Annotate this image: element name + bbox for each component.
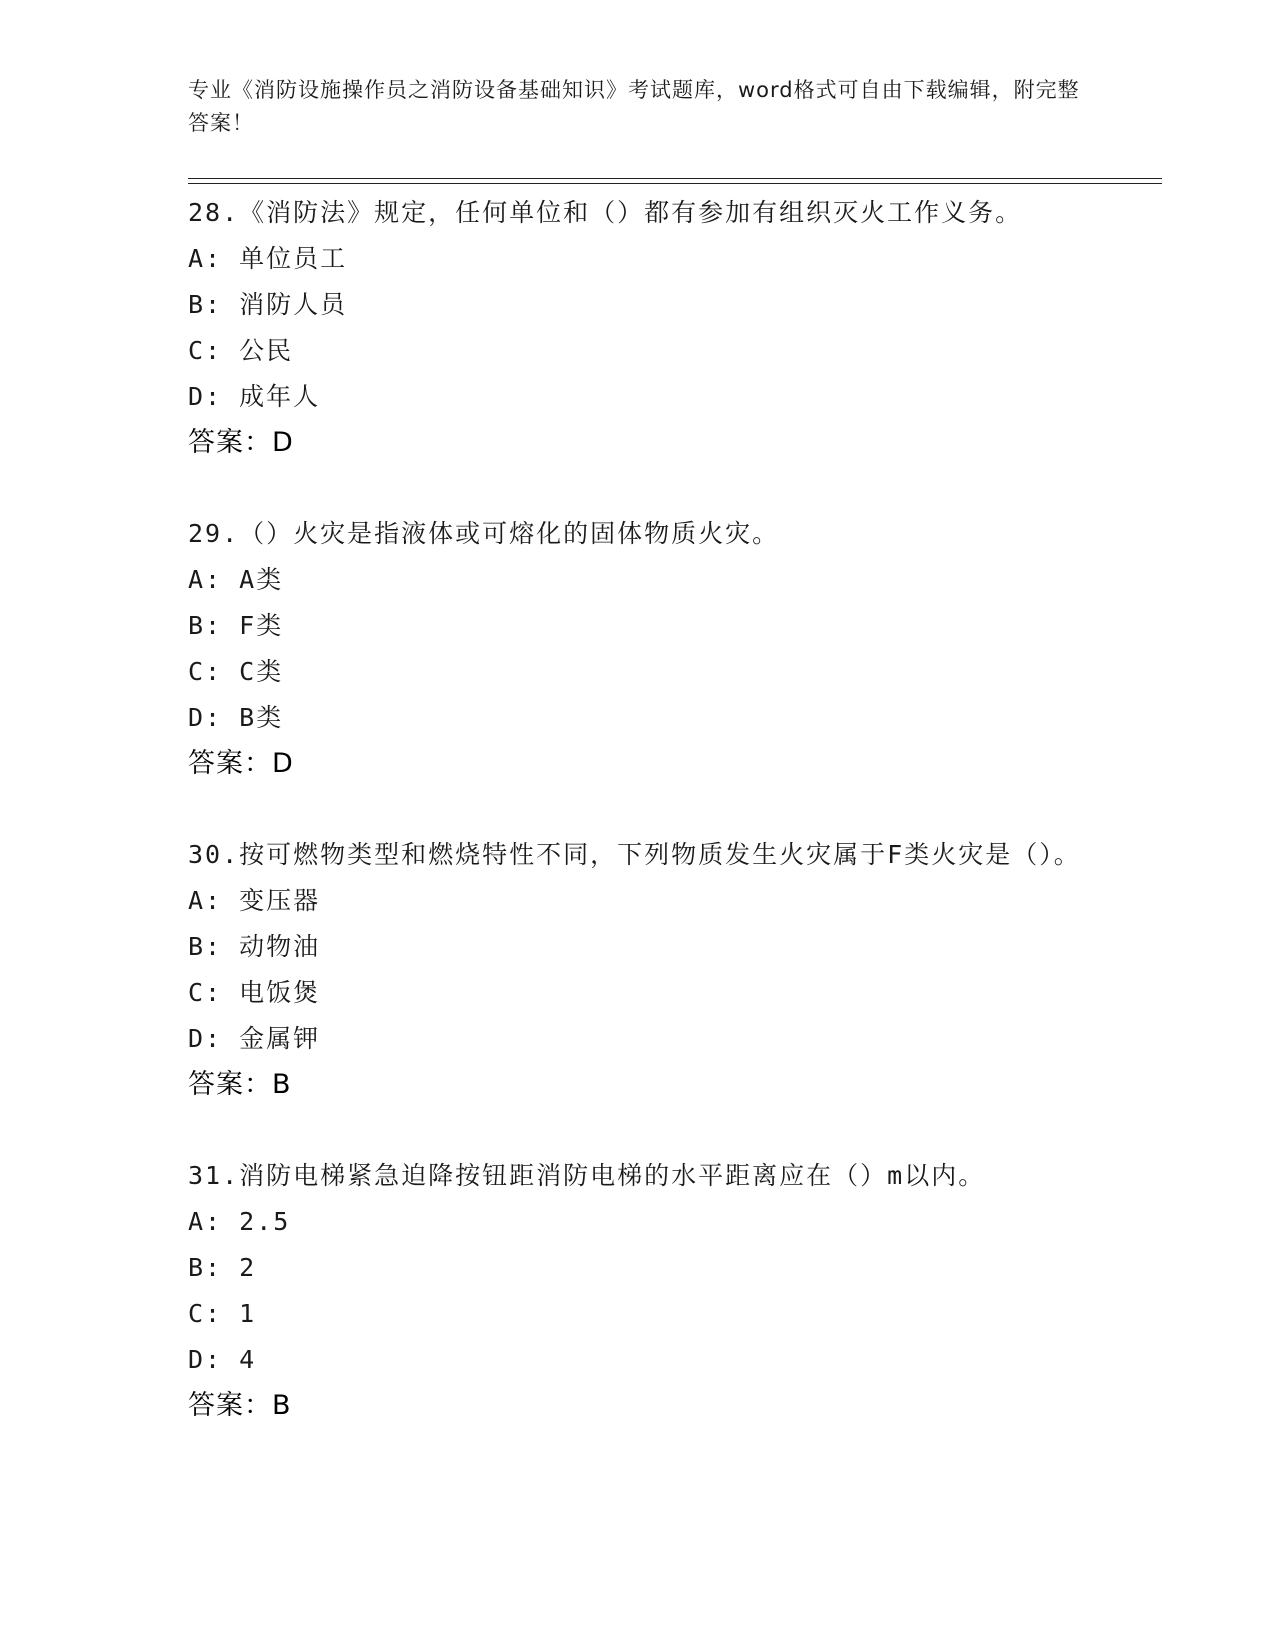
option-a: A: 变压器 <box>188 886 321 915</box>
answer-label: 答案：B <box>188 1069 292 1100</box>
option-a: A: 单位员工 <box>188 244 348 273</box>
question-28 <box>188 190 1148 466</box>
document-header: 专业《消防设施操作员之消防设备基础知识》考试题库，word格式可自由下载编辑，附完整答案！ <box>188 78 1080 135</box>
option-d: D: 金属钾 <box>188 1024 321 1053</box>
option-b: B: 消防人员 <box>188 290 348 319</box>
answer-label: 答案：D <box>188 427 294 458</box>
question-30 <box>188 832 1148 1108</box>
option-a: A: 2.5 <box>188 1207 291 1236</box>
question-stem: 29.（）火灾是指液体或可熔化的固体物质火灾。 <box>188 519 780 548</box>
question-29 <box>188 511 1148 787</box>
header-divider-top <box>188 178 1162 179</box>
option-d: D: 4 <box>188 1345 257 1374</box>
option-b: B: 2 <box>188 1253 257 1282</box>
option-c: C: 电饭煲 <box>188 978 321 1007</box>
question-stem: 31.消防电梯紧急迫降按钮距消防电梯的水平距离应在（）m以内。 <box>188 1161 986 1190</box>
option-b: B: 动物油 <box>188 932 321 961</box>
answer-label: 答案：D <box>188 748 294 779</box>
question-stem: 30.按可燃物类型和燃烧特性不同，下列物质发生火灾属于F类火灾是（）。 <box>188 840 1081 869</box>
question-stem: 28.《消防法》规定，任何单位和（）都有参加有组织灭火工作义务。 <box>188 198 1023 227</box>
option-a: A: A类 <box>188 565 284 594</box>
option-c: C: C类 <box>188 657 284 686</box>
option-d: D: 成年人 <box>188 382 321 411</box>
header-divider-bottom <box>188 183 1162 184</box>
answer-label: 答案：B <box>188 1390 292 1421</box>
question-31 <box>188 1153 1148 1429</box>
option-d: D: B类 <box>188 703 284 732</box>
option-c: C: 公民 <box>188 336 294 365</box>
option-b: B: F类 <box>188 611 284 640</box>
option-c: C: 1 <box>188 1299 257 1328</box>
question-list <box>188 190 1148 1474</box>
